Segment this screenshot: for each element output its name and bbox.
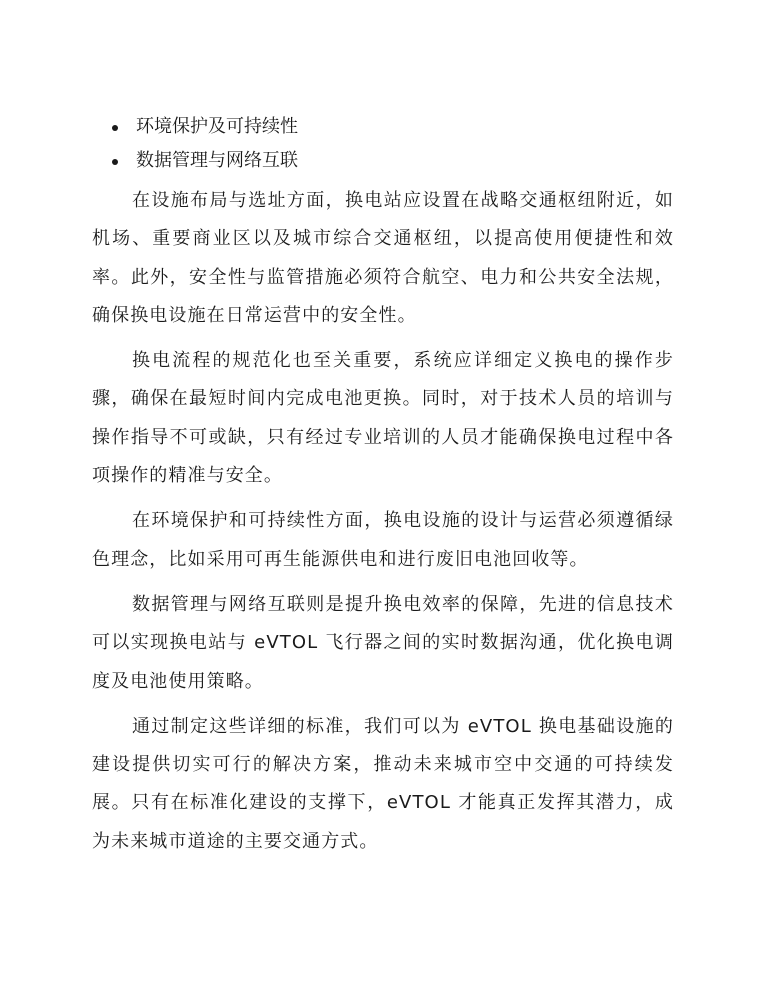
bullet-item (92, 113, 692, 147)
paragraph-environmental-protection: 在环境保护和可持续性方面，换电设施的设计与运营必须遵循绿色理念，比如采用可再生能源供电和进行废旧电池回收等。 (92, 510, 674, 570)
bullet-dot-icon (112, 125, 118, 131)
paragraph-site-layout: 在设施布局与选址方面，换电站应设置在战略交通枢纽附近，如机场、重要商业区以及城市综合交通枢纽，以提高使用便捷性和效率。此外，安全性与监管措施必须符合航空、电力和公共安全法规，确保换电设施在日常运营中的安全性。 (92, 190, 674, 326)
body-text (92, 182, 674, 868)
bullet-text: 环境保护及可持续性 (136, 116, 298, 137)
bullet-text: 数据管理与网络互联 (136, 150, 298, 171)
paragraph-process-standardization: 换电流程的规范化也至关重要，系统应详细定义换电的操作步骤，确保在最短时间内完成电池更换。同时，对于技术人员的培训与操作指导不可或缺，只有经过专业培训的人员才能确保换电过程中各项操作的精准与安全。 (92, 350, 674, 487)
bullet-item (92, 147, 692, 181)
bullet-list (92, 113, 692, 181)
paragraph-conclusion: 通过制定这些详细的标准，我们可以为 eVTOL 换电基础设施的建设提供切实可行的解决方案，推动未来城市空中交通的可持续发展。只有在标准化建设的支撑下，eVTOL 才能真正发挥其潜力，成为未来城市道途的主要交通方式。 (92, 715, 674, 852)
paragraph-data-management: 数据管理与网络互联则是提升换电效率的保障，先进的信息技术可以实现换电站与 eVTOL 飞行器之间的实时数据沟通，优化换电调度及电池使用策略。 (92, 593, 674, 692)
bullet-dot-icon (112, 159, 118, 165)
